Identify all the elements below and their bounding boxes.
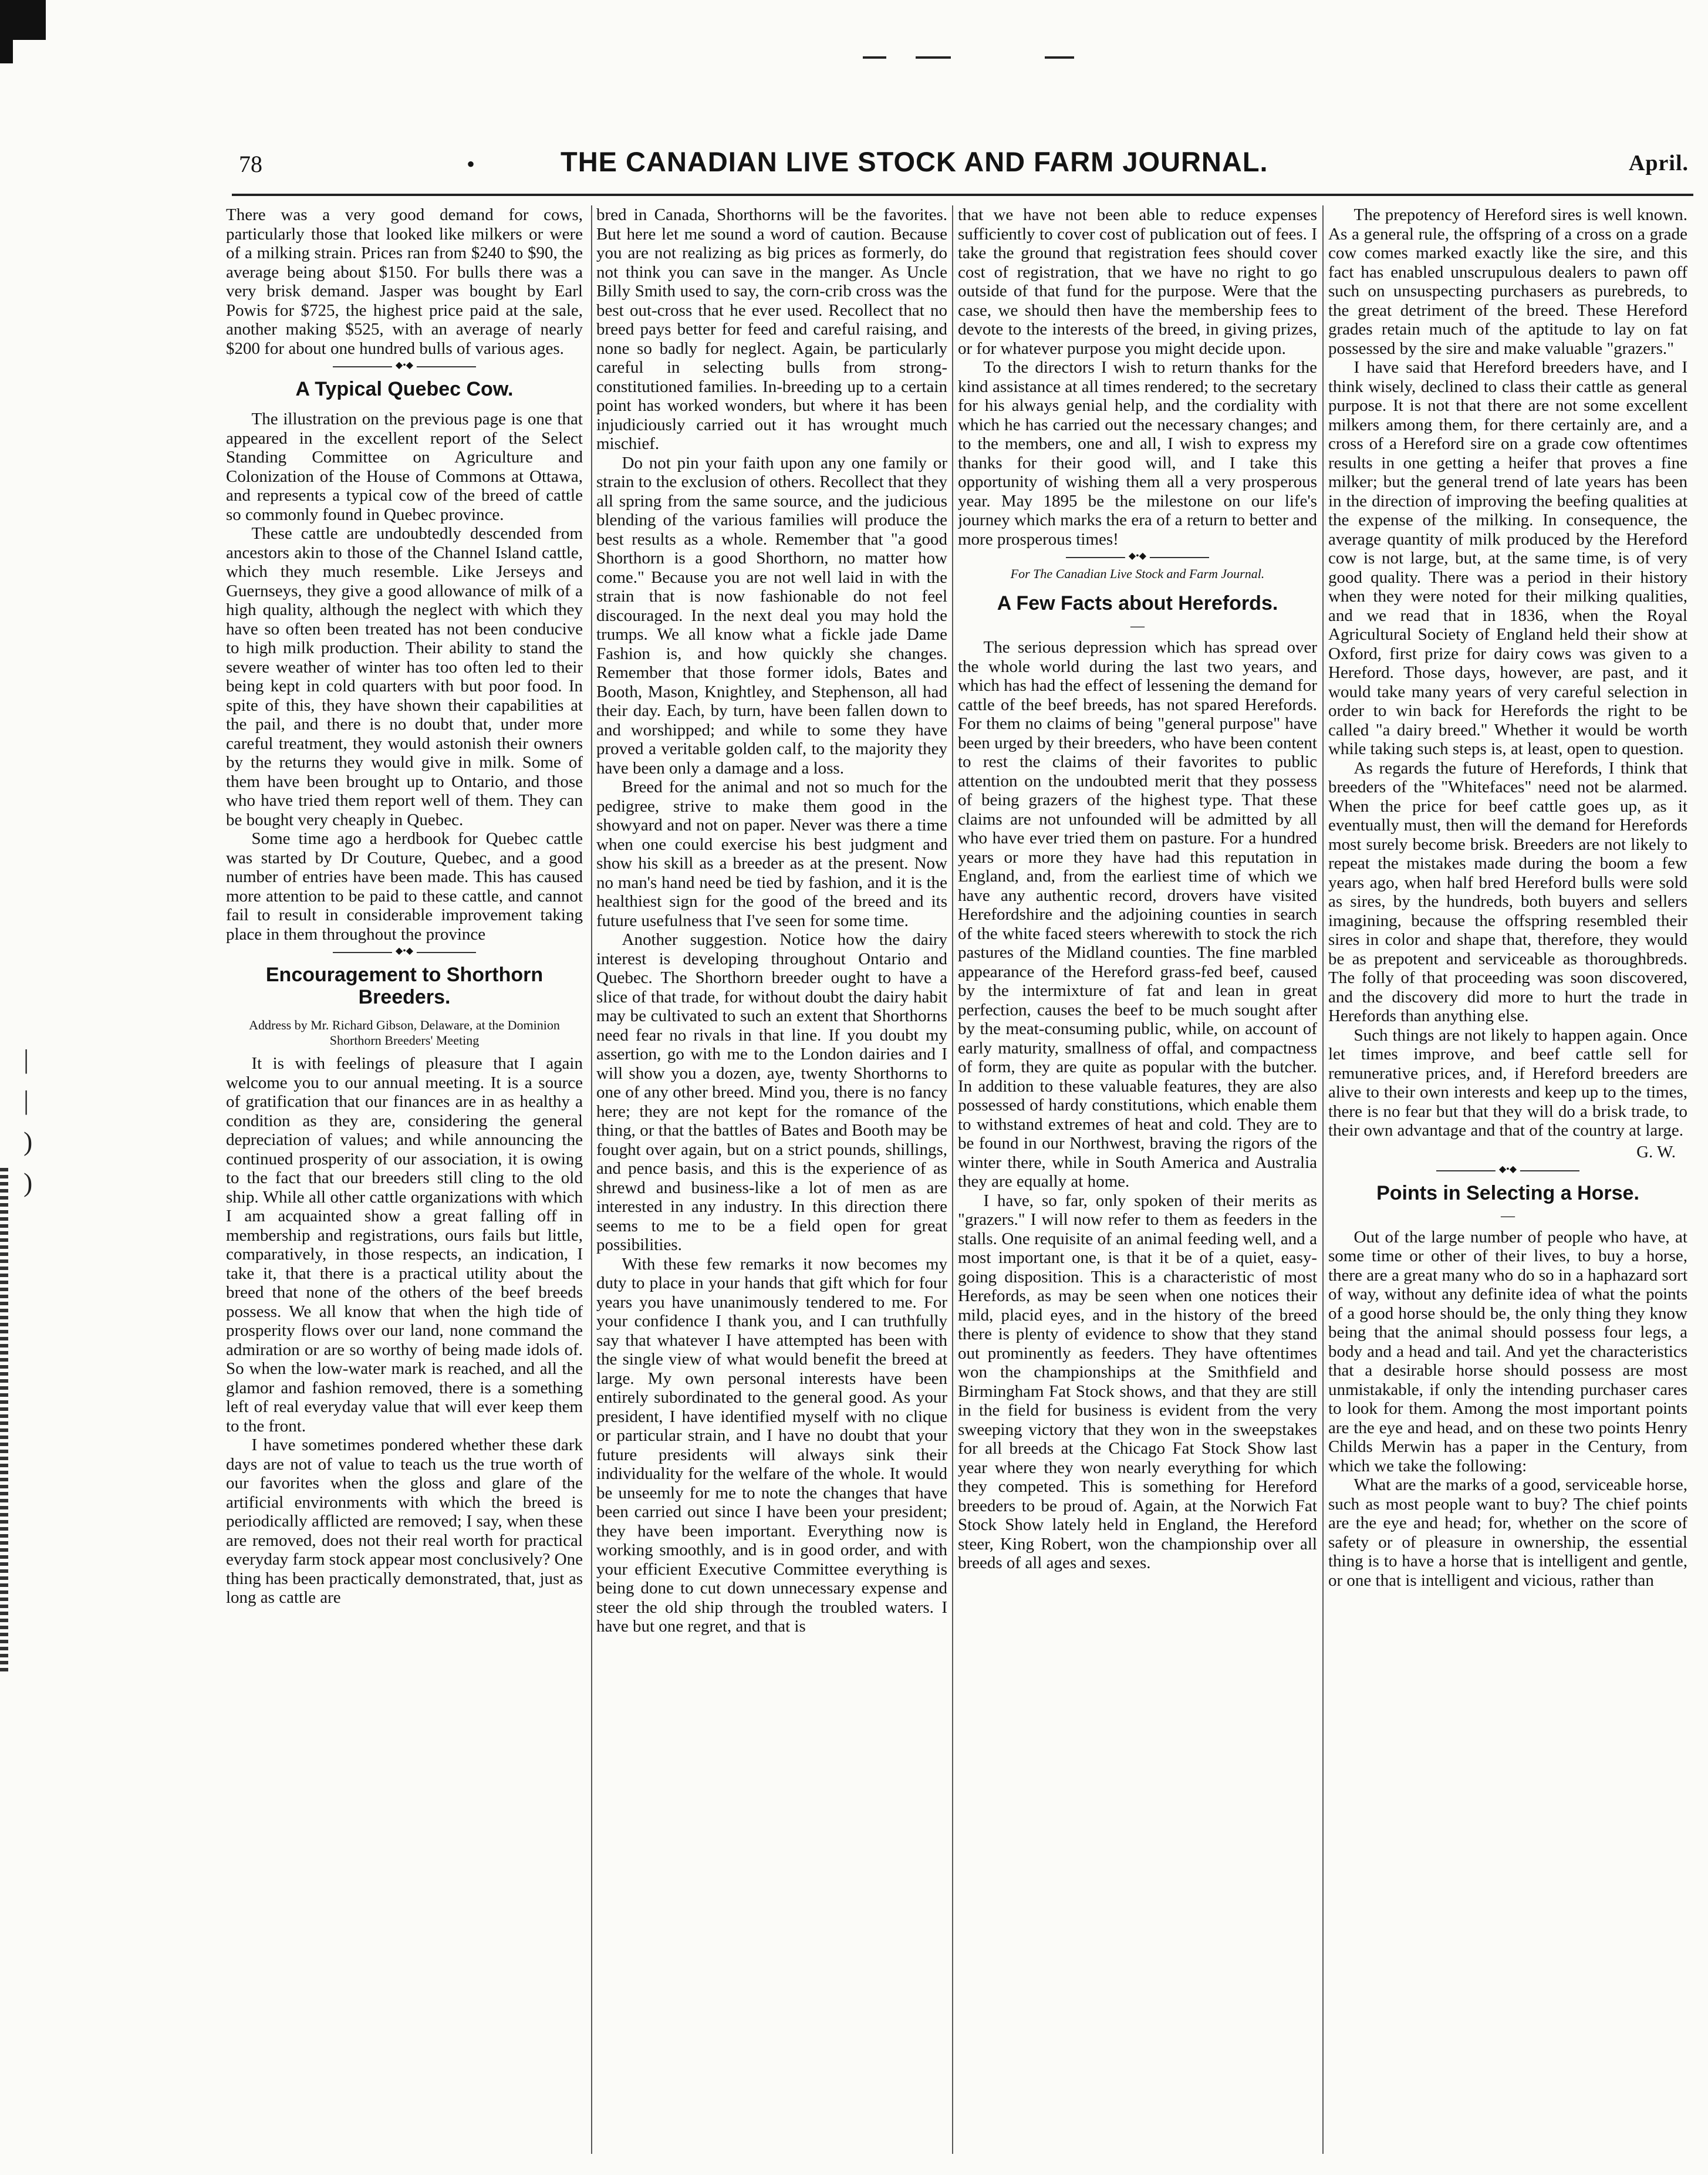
article-text: These cattle are undoubtedly descended from ancestors akin to those of the Channel Island cattle, which they much resemble. Like Jerseys and Guernseys, they give a good allowance of milk of a high quality, although the neglect with which they have so often been treated has not been conducive to high milk production. Their ability to stand the severe weather of winter has too often led to their being kept in cold quarters with but poor food. In spite of this, they have shown their capabilities at the pail, and there is no doubt that, under more careful treatment, they would astonish their owners by the returns they would give in milk. Some of them have been brought up to Ontario, and those who have tried them report well of them. They can be bought very cheaply in Quebec. <box>226 524 583 829</box>
page-header <box>232 143 1693 190</box>
article-text: bred in Canada, Shorthorns will be the favorites. But here let me sound a word of caution. Because you are not realizing as big prices as formerly, do not think you can save in the manger. As Uncle Billy Smith used to say, the corn-crib cross was the best out-cross that he ever used. Recollect that no breed pays better for feed and careful raising, and none so badly for neglect. Again, be particularly careful in selecting bulls from strong-constitutioned families. In-breeding up to a certain point has worked wonders, but where it has been injudiciously carried out it has wrought much mischief. <box>596 205 947 453</box>
article-text: The illustration on the previous page is one that appeared in the excellent report of the Select Standing Committee on Agriculture and Colonization of the House of Commons at Ottawa, and represents a typical cow of the breed of cattle so commonly found in Quebec province. <box>226 410 583 524</box>
scan-edge-strip <box>0 1168 8 1673</box>
corner-scan-mark-lower <box>0 40 13 63</box>
article-text: The prepotency of Hereford sires is well known. As a general rule, the offspring of a cross on a grade cow comes marked exactly like the sire, and this fact has enabled unscrupulous dealers to pawn off such on unsuspecting purchasers as purebreds, to the great detriment of the breed. These Hereford grades retain much of the aptitude to lay on fat possessed by the sire and make valuable "grazers." <box>1328 205 1687 358</box>
column-divider <box>591 205 592 2154</box>
author-signature: G. W. <box>1636 1142 1676 1161</box>
article-text: There was a very good demand for cows, particularly those that looked like milkers or were of a milking strain. Prices ran from $240 to $90, the average being about $150. For bulls there was a very brisk demand. Jasper was bought by Earl Powis for $725, the highest price paid at the sale, another making $525, with an average of nearly $200 for about one hundred bulls of various ages. <box>226 205 583 358</box>
article-text: The serious depression which has spread over the whole world during the last two years, and which has had the effect of lessening the demand for cattle of the beef breeds, has not spared Herefords. For them no claims of being "general purpose" have been urged by their breeders, who have been content to rest the claims of their favorites to public attention on the undoubted merit that they possess of being grazers of the highest type. That these claims are not unfounded will be admitted by all who have ever tried them on pasture. For a hundred years or more they have had this reputation in England, and, from the earliest time of which we have any authentic record, drovers have visited Herefordshire and the adjoining counties in search of the white faced steers wherewith to stock the rich pastures of the Midland counties. The fine marbled appearance of the Hereford grass-fed beef, caused by the intermixture of fat and lean in great perfection, causes the beef to be much sought after by the meat-consuming public, while, on account of early maturity, smallness of offal, and compactness of form, they are quite as popular with the butcher. In addition to these valuable features, they are also possessed of hardy constitutions, which enable them to withstand extremes of heat and cold. They are to be found in our Northwest, braving the rigors of the winter there, while in South America and Australia they are equally at home. <box>958 638 1317 1191</box>
column-1 <box>226 205 583 2154</box>
article-heading: Encouragement to Shorthorn Breeders. <box>265 964 544 1008</box>
header-bullet: • <box>467 151 475 177</box>
header-rule <box>232 194 1693 196</box>
column-2 <box>596 205 947 2154</box>
section-separator <box>333 366 475 367</box>
article-text: Breed for the animal and not so much for the pedigree, strive to make them good in the showyard and not on paper. Never was there a time when one could exercise his best judgment and show his skill as a breeder as at the present. Now no man's hand need be tied by fashion, and it is the healthiest sign for the good of the breed and its future usefulness that I've seen for some time. <box>596 778 947 930</box>
address-byline: Address by Mr. Richard Gibson, Delaware, at the Dominion Shorthorn Breeders' Meeting <box>249 1018 560 1048</box>
article-text: Such things are not likely to happen again. Once let times improve, and beef cattle sell for remunerative prices, and, if Hereford breeders are alive to their own interests and keep up to the times, there is no fear but that they will do a brisk trade, to their own advantage and that of the country at large. <box>1328 1025 1687 1140</box>
article-heading: Points in Selecting a Horse. <box>1376 1181 1639 1204</box>
scan-dash <box>863 56 886 59</box>
article-text: I have said that Hereford breeders have, and I think wisely, declined to class their cattle as general purpose. It is not that there are not some excellent milkers among them, for there certainly are, and a cross of a Hereford sire on a grade cow oftentimes results in one getting a heifer that proves a fine milker; but the general trend of late years has been in the direction of improving the beefing qualities at the expense of the milking. In consequence, the average quantity of milk produced by the Hereford cow is not large, but, at the same time, is of very good quality. There was a period in their history when they were noted for their milking qualities, and we read that in 1836, when the Royal Agricultural Society of England held their show at Oxford, first prize for dairy cows was given to a Hereford. Those days, however, are past, and it would take many years of very careful selection in order to win back for Herefords the right to be called "a dairy breed." Whether it would be worth while taking such steps is, at least, open to question. <box>1328 358 1687 758</box>
journal-title: THE CANADIAN LIVE STOCK AND FARM JOURNAL. <box>561 146 1268 177</box>
column-divider <box>1322 205 1324 2154</box>
column-divider <box>952 205 953 2154</box>
section-separator <box>333 952 475 953</box>
page-number: 78 <box>239 151 262 177</box>
section-separator <box>1436 1170 1580 1171</box>
article-heading: A Few Facts about Herefords. <box>997 592 1278 614</box>
article-text: Do not pin your faith upon any one family or strain to the exclusion of others. Recollect that they all spring from the same source, and the judicious blending of the various families will produce the best results as a whole. Remember that "a good Shorthorn is a good Shorthorn, no matter how come." Because you are not well laid in with the strain that is now fashionable do not feel discouraged. In the next deal you may hold the trumps. We all know what a fickle jade Dame Fashion is, and how quickly she changes. Remember that those former idols, Bates and Booth, Mason, Knightley, and Stephenson, all had their day. Each, by turn, have been fallen down to and worshipped; and while to some they have proved a veritable golden calf, to the majority they have been only a damage and a loss. <box>596 453 947 778</box>
corner-scan-mark <box>0 0 46 40</box>
section-separator <box>1066 557 1210 558</box>
article-text: With these few remarks it now becomes my duty to place in your hands that gift which for four years you have unanimously tendered to me. For your confidence I thank you, and I can truthfully say that whatever I have attempted has been with the single view of what would benefit the breed at large. My own personal interests have been entirely subordinated to the general good. As your president, I have identified myself with no clique or particular strain, and I have no doubt that your future presidents will always sink their individuality for the welfare of the whole. It would be unseemly for me to note the changes that have been carried out since I have been your president; they have been important. Everything now is working smoothly, and is in good order, and with your efficient Executive Committee everything is being done to cut down unnecessary expense and steer the old ship through the troubled waters. I have but one regret, and that is <box>596 1254 947 1636</box>
column-4 <box>1328 205 1687 2154</box>
column-3 <box>958 205 1317 2154</box>
article-text: To the directors I wish to return thanks for the kind assistance at all times rendered; to the secretary for his always genial help, and the cordiality with which he has carried out the necessary changes; and to the members, one and all, I wish to express my thanks for their good will, and I take this opportunity of wishing them all a very prosperous year. May 1895 be the milestone on our life's journey which marks the era of a return to better and more prosperous times! <box>958 358 1317 549</box>
margin-tick-marks: | | ) ) <box>23 1044 33 1197</box>
scan-dash <box>1045 56 1074 59</box>
scan-dash <box>916 56 951 59</box>
heading-dash: — <box>1130 619 1145 634</box>
article-text: Out of the large number of people who have, at some time or other of their lives, to buy a horse, there are a great many who do so in a haphazard sort of way, without any definite idea of what the points of a good horse should be, the only thing they know being that the animal should possess four legs, a body and a head and tail. And yet the characteristics that a desirable horse should possess are most unmistakable, if only the intending purchaser cares to look for them. Among the most important points are the eye and head, and on these two points Henry Childs Merwin has a paper in the Century, from which we take the following: <box>1328 1227 1687 1475</box>
article-text: Another suggestion. Notice how the dairy interest is developing throughout Ontario and Quebec. The Shorthorn breeder ought to have a slice of that trade, for without doubt the dairy habit may be cultivated to such an extent that Shorthorns need fear no rivals in that line. If you doubt my assertion, go with me to the London dairies and I will show you a dozen, aye, twenty Shorthorns to one of any other breed. Mind you, there is no fancy here; they are not kept for the romance of the thing, or that the battles of Bates and Booth may be fought over again, but on a strict pounds, shillings, and pence basis, and this is the experience of as shrewd and business-like a lot of men as are interested in any industry. In this direction there seems to me to be a field open for great possibilities. <box>596 930 947 1254</box>
article-text: I have, so far, only spoken of their merits as "grazers." I will now refer to them as feeders in the stalls. One requisite of an animal feeding well, and a most important one, is that it be of a quiet, easy-going disposition. This is a characteristic of most Herefords, as may be seen when one notices their mild, placid eyes, and in the history of the breed there is plenty of evidence to show that they stand out prominently as feeders. They have oftentimes won the championships at the Smithfield and Birmingham Fat Stock shows, and that they are still in the field for business is evident from the very sweeping victory that they won in the sweepstakes for all breeds at the Chicago Fat Stock Show last year where they won nearly everything for which they competed. This is something for Hereford breeders to be proud of. Again, at the Norwich Fat Stock Show lately held in England, the Hereford steer, King Robert, won the championship over all breeds of all ages and sexes. <box>958 1191 1317 1572</box>
article-text: What are the marks of a good, serviceable horse, such as most people want to buy? The chief points are the eye and head; for, whether on the score of safety or of pleasure in ownership, the essential thing is to have a horse that is intelligent and gentle, or one that is intelligent and vicious, rather than <box>1328 1475 1687 1590</box>
article-text: that we have not been able to reduce expenses sufficiently to cover cost of publication out of fees. I take the ground that registration fees should cover cost of registration, that we have no right to go outside of that fund for the purpose. Were that the case, we should then have the membership fees to devote to the interests of the breed, in giving prizes, or for whatever purpose you might decide upon. <box>958 205 1317 358</box>
heading-dash: — <box>1501 1208 1515 1224</box>
issue-month: April. <box>1628 151 1689 175</box>
contributor-note: For The Canadian Live Stock and Farm Journal. <box>1010 566 1265 581</box>
article-heading: A Typical Quebec Cow. <box>295 378 514 400</box>
article-text: Some time ago a herdbook for Quebec cattle was started by Dr Couture, Quebec, and a good number of entries have been made. This has caused more attention to be paid to these cattle, and cannot fail to result in considerable improvement taking place in them throughout the province <box>226 829 583 944</box>
article-text: It is with feelings of pleasure that I again welcome you to our annual meeting. It is a source of gratification that our finances are in as healthy a condition as they are, considering the general depreciation of values; and while announcing the continued prosperity of our association, it is owing to the fact that our breeders still cling to the old ship. While all other cattle organizations with which I am acquainted show a great falling off in membership and registrations, ours fails but little, comparatively, in those respects, an indication, I take it, that there is a practical utility about the breed that none of the others of the beef breeds possess. We all know that when the high tide of prosperity flows over our land, none command the admiration or are so worthy of being made idols of. So when the low-water mark is reached, and all the glamor and fashion removed, there is a something left of real everyday value that will ever keep them to the front. <box>226 1054 583 1436</box>
article-text: I have sometimes pondered whether these dark days are not of value to teach us the true worth of our favorites when the gloss and glare of the artificial environments with which the breed is periodically afflicted are removed; I say, when these are removed, does not their real worth for practical everyday farm stock appear most conclusively? One thing has been practically demonstrated, that, just as long as cattle are <box>226 1436 583 1607</box>
article-text: As regards the future of Herefords, I think that breeders of the "Whitefaces" need not be alarmed. When the price for beef cattle goes up, as it eventually must, then will the demand for Herefords most surely become brisk. Breeders are not likely to repeat the mistakes made during the boom a few years ago, when half bred Hereford bulls were sold as sires, by the hundreds, both buyers and sellers imagining, because the offspring resembled their sires in color and shape that, therefore, they would be as prepotent and serviceable as thoroughbreds. The folly of that proceeding was soon discovered, and the discovery did more to hurt the trade in Herefords than anything else. <box>1328 758 1687 1025</box>
